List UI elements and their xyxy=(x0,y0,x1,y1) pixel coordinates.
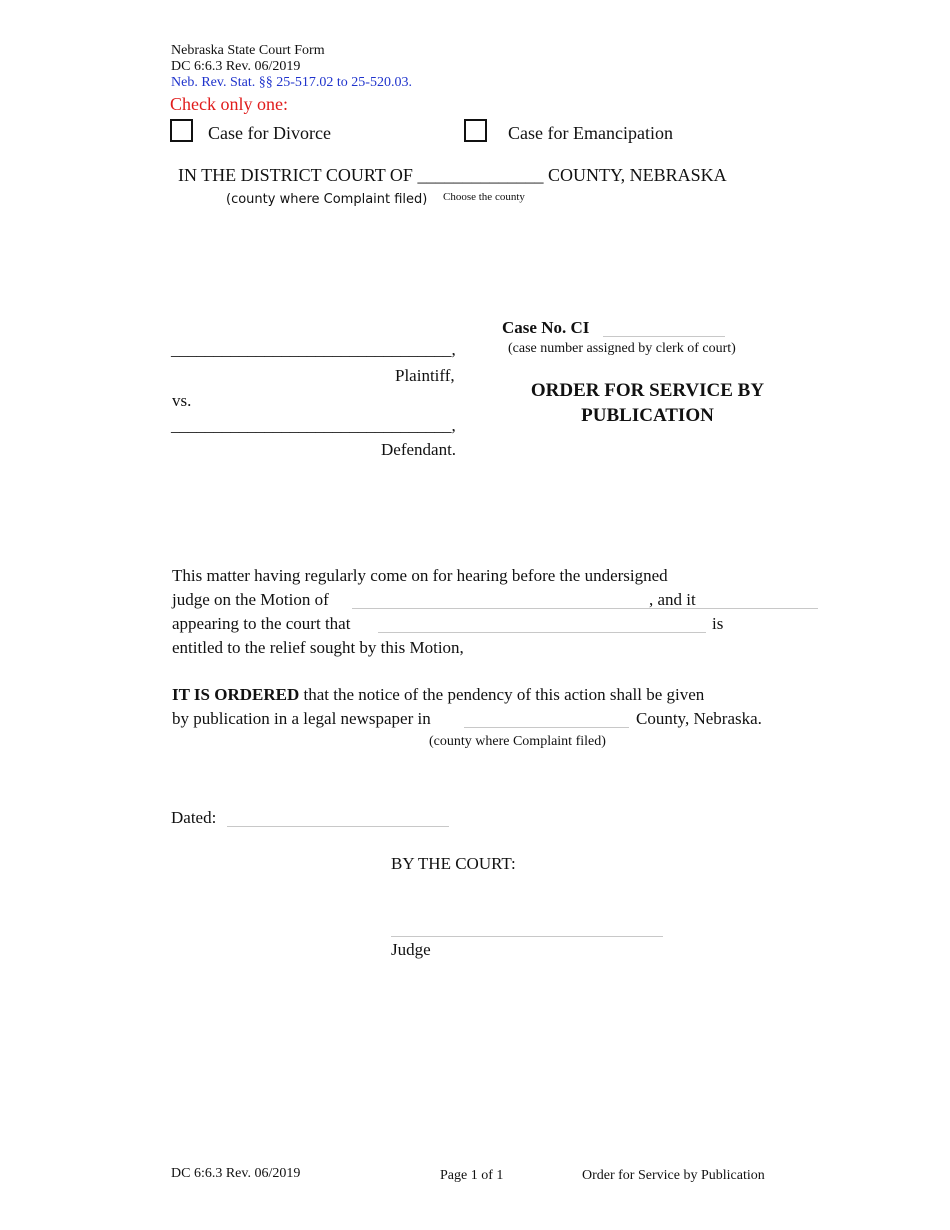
movant-name-input[interactable] xyxy=(352,608,818,609)
emancipation-label: Case for Emancipation xyxy=(508,123,673,143)
footer-form-code: DC 6:6.3 Rev. 06/2019 xyxy=(171,1166,301,1181)
divorce-label: Case for Divorce xyxy=(208,123,331,143)
county-hint: (county where Complaint filed) xyxy=(226,192,428,207)
plaintiff-label: Plaintiff, xyxy=(395,366,455,385)
title-line-2: PUBLICATION xyxy=(581,405,714,426)
publication-county-hint: (county where Complaint filed) xyxy=(429,734,606,749)
statute-reference: Neb. Rev. Stat. §§ 25-517.02 to 25-520.03. xyxy=(171,75,412,90)
vs-label: vs. xyxy=(172,391,192,410)
order-line-1-text: that the notice of the pendency of this action shall be given xyxy=(299,685,705,704)
is-label: is xyxy=(712,614,724,633)
findings-line-4: entitled to the relief sought by this Motion, xyxy=(172,638,464,657)
case-number-label: Case No. CI xyxy=(502,318,590,337)
defendant-label: Defendant. xyxy=(381,440,457,459)
it-is-ordered: IT IS ORDERED xyxy=(172,685,300,704)
publication-county-input[interactable] xyxy=(464,727,629,728)
dated-label: Dated: xyxy=(171,808,217,827)
entitled-party-input[interactable] xyxy=(378,632,706,633)
order-line-1 xyxy=(172,683,777,707)
order-line-2 xyxy=(172,707,777,731)
county-dropdown-hint: Choose the county xyxy=(443,191,525,203)
by-the-court-label: BY THE COURT: xyxy=(391,854,516,873)
judge-signature-line[interactable] xyxy=(391,936,663,937)
case-number-input[interactable] xyxy=(603,336,725,337)
emancipation-checkbox[interactable] xyxy=(464,119,487,142)
form-name: Nebraska State Court Form xyxy=(171,43,325,58)
title-line-1: ORDER FOR SERVICE BY xyxy=(530,380,765,401)
court-prefix: IN THE DISTRICT COURT OF xyxy=(178,165,413,185)
findings-paragraph xyxy=(172,564,740,660)
order-paragraph xyxy=(172,683,777,731)
plaintiff-name-input[interactable]: _________________________________, xyxy=(171,340,456,359)
county-nebraska-label: County, Nebraska. xyxy=(636,709,762,728)
defendant-name-input[interactable]: _________________________________, xyxy=(171,416,456,435)
findings-line-2 xyxy=(172,588,740,612)
footer-page-number: Page 1 of 1 xyxy=(440,1168,504,1183)
and-it-label: , and it xyxy=(649,590,696,609)
appearing-label: appearing to the court that xyxy=(172,614,351,633)
county-select[interactable]: ______________ xyxy=(417,165,544,185)
divorce-checkbox[interactable] xyxy=(170,119,193,142)
date-input[interactable] xyxy=(227,826,449,827)
publication-label: by publication in a legal newspaper in xyxy=(172,709,431,728)
check-only-one-instruction: Check only one: xyxy=(170,94,288,114)
case-number-hint: (case number assigned by clerk of court) xyxy=(508,341,736,356)
findings-line-1: This matter having regularly come on for hearing before the undersigned xyxy=(172,566,668,585)
footer-title: Order for Service by Publication xyxy=(582,1168,765,1183)
document-title xyxy=(500,378,795,428)
findings-line-3 xyxy=(172,612,740,636)
judge-label: Judge xyxy=(391,940,431,959)
form-code: DC 6:6.3 Rev. 06/2019 xyxy=(171,59,301,74)
court-suffix: COUNTY, NEBRASKA xyxy=(547,165,727,185)
motion-of-label: judge on the Motion of xyxy=(172,590,329,609)
court-heading xyxy=(178,165,727,186)
